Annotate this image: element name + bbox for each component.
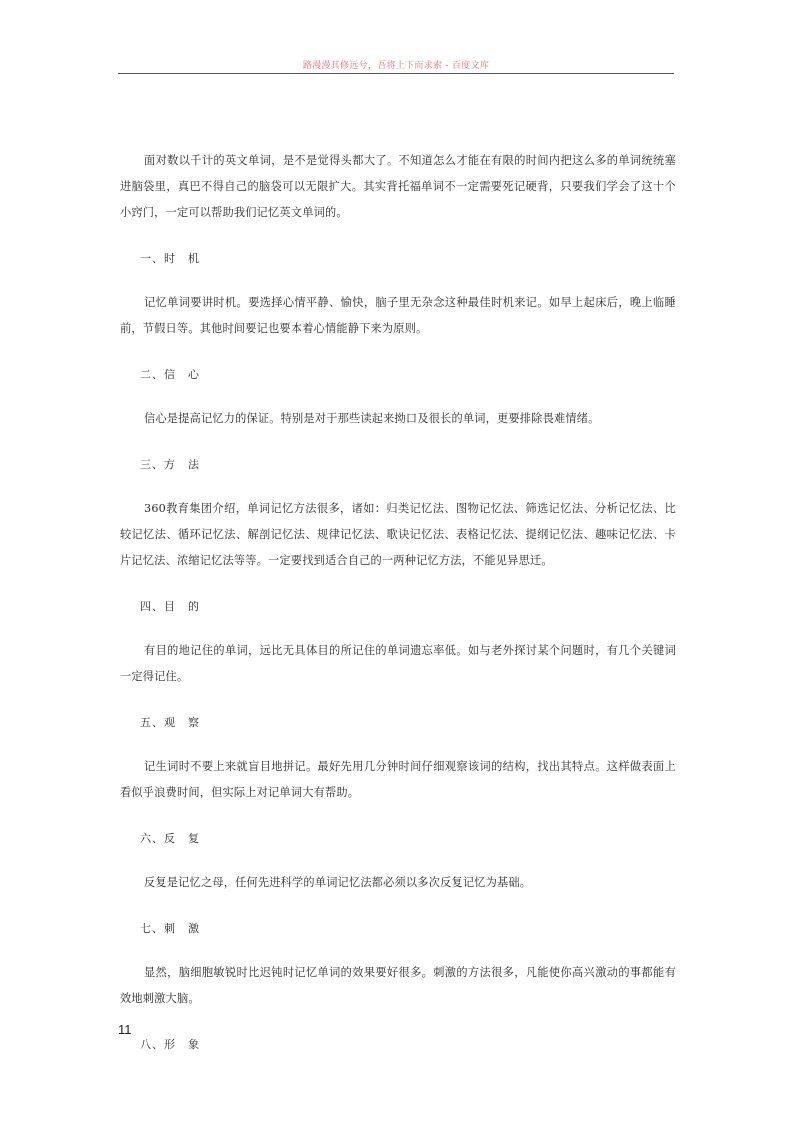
section-body-repetition: 反复是记忆之母，任何先进科学的单词记忆法都必须以多次反复记忆为基础。 bbox=[144, 876, 532, 889]
section-heading-confidence: 二、信 心 bbox=[140, 368, 200, 381]
document-body bbox=[120, 148, 676, 1058]
page-header: 路漫漫其修远兮，吾将上下而求索 - 百度文库 bbox=[302, 61, 490, 71]
section-heading-observation: 五、观 察 bbox=[140, 716, 200, 729]
section-body-method: 360教育集团介绍，单词记忆方法很多，诸如：归类记忆法、图物记忆法、筛选记忆法、分析记忆法、比较记忆法、循环记忆法、解剖记忆法、规律记忆法、歌诀记忆法、表格记忆法、提纲记忆法、趣味记忆法、卡片记忆法、浓缩记忆法等等。一定要找到适合自己的一两种记忆方法，不能见异思迁。 bbox=[120, 502, 676, 567]
header-divider bbox=[118, 73, 674, 74]
section-body-timing: 记忆单词要讲时机。要选择心情平静、愉快，脑子里无杂念这种最佳时机来记。如早上起床后，晚上临睡前，节假日等。其他时间要记也要本着心情能静下来为原则。 bbox=[120, 296, 676, 335]
section-heading-method: 三、方 法 bbox=[140, 458, 200, 471]
section-body-observation: 记生词时不要上来就盲目地拼记。最好先用几分钟时间仔细观察该词的结构，找出其特点。这样做表面上看似乎浪费时间，但实际上对记单词大有帮助。 bbox=[120, 760, 676, 799]
section-heading-purpose: 四、目 的 bbox=[140, 600, 200, 613]
section-body-purpose: 有目的地记住的单词，远比无具体目的所记住的单词遗忘率低。如与老外探讨某个问题时，有几个关键词一定得记住。 bbox=[120, 644, 676, 683]
section-heading-timing: 一、时 机 bbox=[140, 252, 200, 265]
section-heading-stimulation: 七、刺 激 bbox=[140, 922, 200, 935]
section-heading-repetition: 六、反 复 bbox=[140, 832, 200, 845]
section-body-stimulation: 显然，脑细胞敏锐时比迟钝时记忆单词的效果要好很多。刺激的方法很多，凡能使你高兴激动的事都能有效地刺激大脑。 bbox=[120, 966, 676, 1005]
section-body-confidence: 信心是提高记忆力的保证。特别是对于那些读起来拗口及很长的单词，更要排除畏难情绪。 bbox=[144, 412, 600, 425]
section-heading-imagery: 八、形 象 bbox=[140, 1038, 200, 1051]
intro-paragraph: 面对数以千计的英文单词，是不是觉得头都大了。不知道怎么才能在有限的时间内把这么多的单词统统塞进脑袋里，真巴不得自己的脑袋可以无限扩大。其实背托福单词不一定需要死记硬背，只要我们学会了这十个小窍门，一定可以帮助我们记忆英文单词的。 bbox=[120, 154, 676, 219]
page-number: 11 bbox=[118, 1022, 132, 1037]
